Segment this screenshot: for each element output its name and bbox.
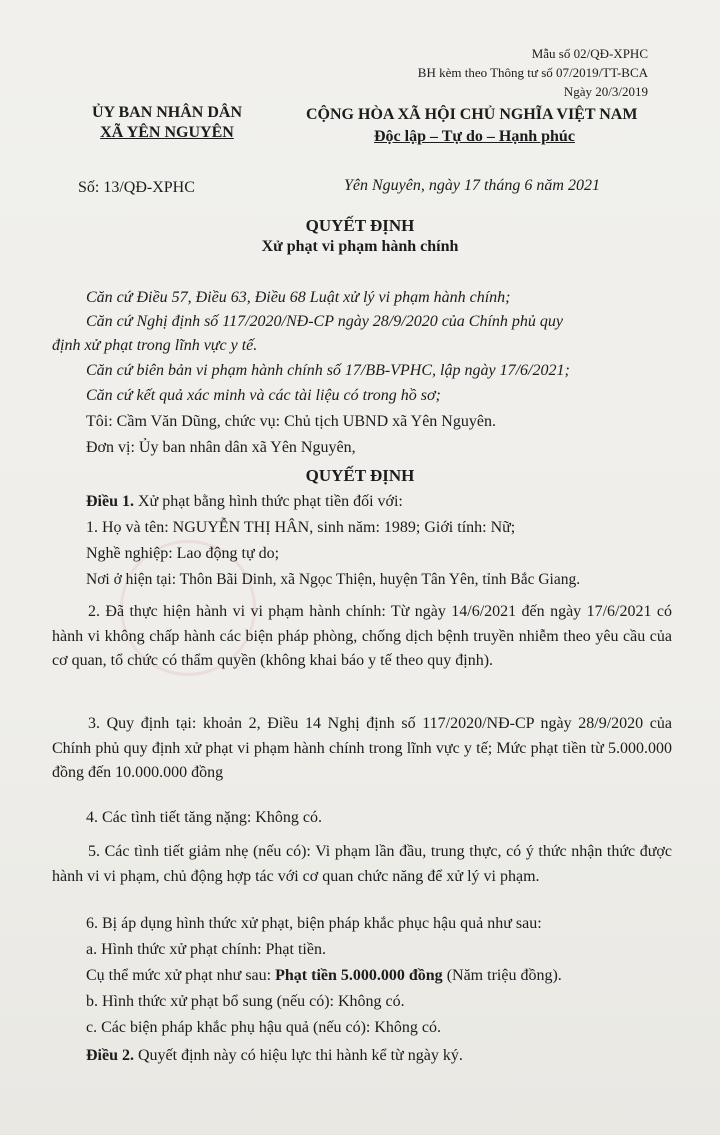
violator-name: 1. Họ và tên: NGUYỄN THỊ HÂN, sinh năm: 1989; Giới tính: Nữ; bbox=[86, 519, 516, 536]
violation-description: 2. Đã thực hiện hành vi vi phạm hành chính: Từ ngày 14/6/2021 đến ngày 17/6/2021 có hành vi không chấp hành các biện pháp phòng, chống dịch bệnh truyền nhiễm theo yêu cầu của cơ quan, tổ chức có thẩm quyền (không khai báo y tế theo quy định). bbox=[52, 603, 672, 669]
form-date: Ngày 20/3/2019 bbox=[563, 84, 648, 99]
mitigating-circumstances: 5. Các tình tiết giảm nhẹ (nếu có): Vi phạm lần đầu, trung thực, có ý thức nhận thức được hành vi vi phạm, chủ động hợp tác với cơ quan chức năng để xử lý vi phạm. bbox=[52, 843, 672, 885]
article-2: Điều 2. Quyết định này có hiệu lực thi hành kể từ ngày ký. bbox=[86, 1047, 463, 1064]
unit-line: Đơn vị: Ủy ban nhân dân xã Yên Nguyên, bbox=[86, 439, 356, 456]
article-1-label: Điều 1. bbox=[86, 493, 134, 510]
issuing-authority bbox=[52, 104, 282, 142]
fine-amount-line: Cụ thể mức xử phạt như sau: Phạt tiền 5.000.000 đồng (Năm triệu đồng). bbox=[86, 967, 562, 984]
document-number: Số: 13/QĐ-XPHC bbox=[78, 179, 195, 196]
decision-heading: QUYẾT ĐỊNH bbox=[305, 466, 415, 485]
legal-basis-1: Căn cứ Điều 57, Điều 63, Điều 68 Luật xử lý vi phạm hành chính; bbox=[86, 289, 511, 306]
article-1-intro: Điều 1. Xử phạt bằng hình thức phạt tiền đối với: bbox=[86, 493, 403, 510]
document-title: QUYẾT ĐỊNH bbox=[305, 216, 415, 235]
authority-line-2: XÃ YÊN NGUYÊN bbox=[100, 124, 234, 141]
violator-occupation: Nghề nghiệp: Lao động tự do; bbox=[86, 545, 280, 562]
sanction-intro: 6. Bị áp dụng hình thức xử phạt, biện pháp khắc phục hậu quả như sau: bbox=[86, 915, 542, 932]
place-and-date: Yên Nguyên, ngày 17 tháng 6 năm 2021 bbox=[344, 177, 600, 194]
main-sanction: a. Hình thức xử phạt chính: Phạt tiền. bbox=[86, 941, 326, 958]
aggravating-circumstances: 4. Các tình tiết tăng nặng: Không có. bbox=[86, 809, 322, 826]
authority-line-1: ỦY BAN NHÂN DÂN bbox=[91, 104, 243, 121]
article-2-label: Điều 2. bbox=[86, 1047, 134, 1064]
legal-basis-3: Căn cứ biên bản vi phạm hành chính số 17/BB-VPHC, lập ngày 17/6/2021; bbox=[86, 362, 570, 379]
form-attachment: BH kèm theo Thông tư số 07/2019/TT-BCA bbox=[417, 65, 648, 80]
form-number: Mẫu số 02/QĐ-XPHC bbox=[531, 46, 648, 61]
legal-basis-2a: Căn cứ Nghị định số 117/2020/NĐ-CP ngày 28/9/2020 của Chính phủ quy bbox=[86, 313, 564, 330]
national-motto: Độc lập – Tự do – Hạnh phúc bbox=[374, 128, 575, 145]
signer-line: Tôi: Cầm Văn Dũng, chức vụ: Chủ tịch UBND xã Yên Nguyên. bbox=[86, 413, 496, 430]
form-reference bbox=[418, 44, 648, 101]
document-subtitle: Xử phạt vi phạm hành chính bbox=[261, 238, 459, 255]
violator-address: Nơi ở hiện tại: Thôn Bãi Dinh, xã Ngọc Thiện, huyện Tân Yên, tỉnh Bắc Giang. bbox=[86, 571, 581, 588]
legal-basis-2b: định xử phạt trong lĩnh vực y tế. bbox=[52, 337, 258, 354]
nation-title: CỘNG HÒA XÃ HỘI CHỦ NGHĨA VIỆT NAM bbox=[306, 106, 638, 123]
legal-basis-4: Căn cứ kết quả xác minh và các tài liệu có trong hồ sơ; bbox=[86, 387, 441, 404]
additional-sanction: b. Hình thức xử phạt bổ sung (nếu có): Không có. bbox=[86, 993, 405, 1010]
legal-provision: 3. Quy định tại: khoản 2, Điều 14 Nghị định số 117/2020/NĐ-CP ngày 28/9/2020 của Chính phủ quy định xử phạt vi phạm hành chính trong lĩnh vực y tế; Mức phạt tiền từ 5.000.000 đồng đến 10.000.000 đồng bbox=[52, 715, 672, 781]
remedial-measures: c. Các biện pháp khắc phụ hậu quả (nếu có): Không có. bbox=[86, 1019, 441, 1036]
fine-amount: Phạt tiền 5.000.000 đồng bbox=[275, 967, 443, 984]
